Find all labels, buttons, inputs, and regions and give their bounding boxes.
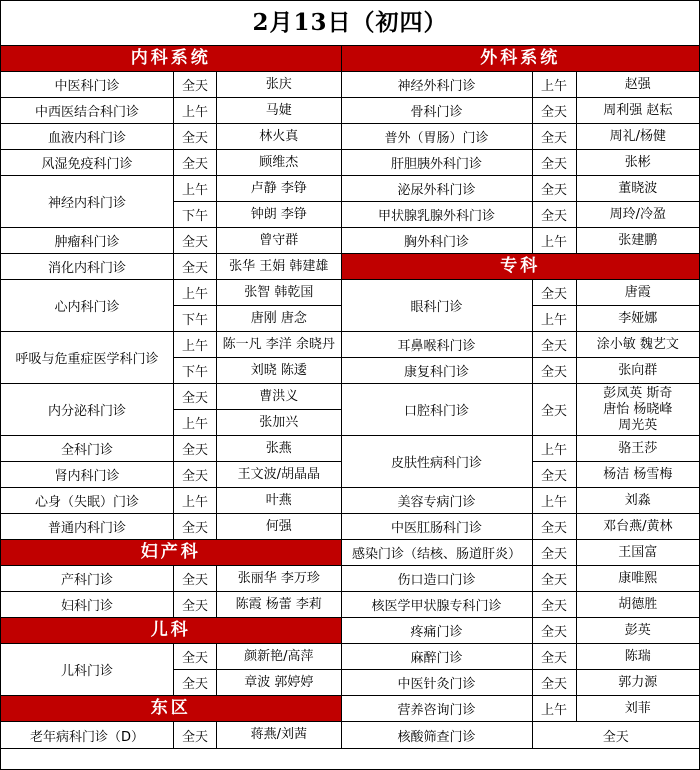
department-name: 伤口造口门诊 bbox=[342, 566, 533, 591]
department-row bbox=[342, 124, 699, 150]
session-row bbox=[533, 280, 699, 305]
session-row bbox=[174, 176, 341, 201]
session-time: 全天 bbox=[174, 592, 217, 617]
session-row bbox=[174, 644, 341, 669]
session-list bbox=[533, 488, 699, 513]
doctor-names: 赵强 bbox=[624, 76, 651, 92]
session-list bbox=[533, 150, 699, 175]
department-row bbox=[1, 436, 341, 462]
session-row bbox=[174, 722, 341, 748]
department-row bbox=[1, 514, 341, 540]
doctor-names: 卢静 李铮 bbox=[250, 180, 307, 196]
department-name: 美容专病门诊 bbox=[342, 488, 533, 513]
session-list bbox=[533, 124, 699, 149]
session-time: 上午 bbox=[174, 176, 217, 201]
session-list bbox=[533, 436, 699, 487]
department-name: 眼科门诊 bbox=[342, 280, 533, 331]
session-row bbox=[533, 670, 699, 695]
doctor-names: 杨洁 杨雪梅 bbox=[603, 466, 673, 482]
session-row bbox=[174, 332, 341, 357]
department-name: 疼痛门诊 bbox=[342, 618, 533, 643]
doctor-names: 唐霞 bbox=[624, 284, 651, 300]
session-row bbox=[174, 280, 341, 305]
left-column bbox=[1, 46, 342, 749]
session-time: 全天 bbox=[174, 228, 217, 253]
doctor-names: 曾守群 bbox=[259, 232, 299, 248]
department-name: 全科门诊 bbox=[1, 436, 174, 461]
doctor-names: 周利强 赵耘 bbox=[603, 102, 673, 118]
session-list bbox=[533, 280, 699, 331]
doctor-names: 邓台燕/黄林 bbox=[603, 518, 673, 534]
doctor-names: 王文波/胡晶晶 bbox=[237, 466, 320, 482]
department-name: 内分泌科门诊 bbox=[1, 384, 174, 435]
department-name: 产科门诊 bbox=[1, 566, 174, 591]
doctor-names: 周玲/冷盈 bbox=[609, 206, 666, 222]
section-header: 东区 bbox=[1, 696, 341, 722]
doctor-names: 骆王莎 bbox=[618, 440, 658, 456]
department-row bbox=[1, 644, 341, 696]
session-row bbox=[533, 176, 699, 201]
session-row bbox=[174, 228, 341, 253]
session-time: 全天 bbox=[174, 384, 217, 409]
session-row bbox=[533, 124, 699, 149]
session-time: 上午 bbox=[174, 488, 217, 513]
session-row bbox=[174, 409, 341, 435]
department-row bbox=[342, 488, 699, 514]
department-row bbox=[342, 202, 699, 228]
session-row bbox=[174, 436, 341, 461]
department-row bbox=[1, 722, 341, 749]
department-row bbox=[1, 332, 341, 384]
session-list bbox=[533, 566, 699, 591]
doctor-names: 张华 王娟 韩建雄 bbox=[229, 258, 329, 274]
session-time: 全天 bbox=[174, 670, 217, 695]
session-row bbox=[174, 488, 341, 513]
department-row bbox=[342, 670, 699, 696]
session-list bbox=[174, 280, 341, 331]
session-list bbox=[533, 644, 699, 669]
department-row bbox=[342, 618, 699, 644]
session-row bbox=[174, 305, 341, 331]
session-row bbox=[533, 592, 699, 617]
session-row bbox=[174, 514, 341, 539]
session-list bbox=[174, 176, 341, 227]
section-header: 儿科 bbox=[1, 618, 341, 644]
doctor-names: 彭英 bbox=[624, 622, 651, 638]
department-name: 中西医结合科门诊 bbox=[1, 98, 174, 123]
section-header: 妇产科 bbox=[1, 540, 341, 566]
department-row bbox=[1, 124, 341, 150]
department-row bbox=[1, 280, 341, 332]
department-row bbox=[1, 592, 341, 618]
doctor-names: 陈一凡 李洋 余晓丹 bbox=[222, 336, 335, 352]
session-list bbox=[533, 696, 699, 721]
doctor-names: 颜新艳/高萍 bbox=[244, 648, 314, 664]
session-row bbox=[533, 150, 699, 175]
session-list bbox=[533, 228, 699, 253]
doctor-names: 何强 bbox=[265, 518, 292, 534]
doctor-names: 张彬 bbox=[624, 154, 651, 170]
department-name: 肾内科门诊 bbox=[1, 462, 174, 487]
doctor-names: 刘晓 陈逶 bbox=[250, 362, 307, 378]
session-list bbox=[533, 618, 699, 643]
doctor-names: 彭凤英 斯奇 唐怡 杨晓峰 周光英 bbox=[603, 385, 673, 433]
department-row bbox=[1, 488, 341, 514]
session-time: 全天 bbox=[533, 566, 577, 591]
department-name: 甲状腺乳腺外科门诊 bbox=[342, 202, 533, 227]
session-row bbox=[533, 305, 699, 331]
department-row bbox=[342, 436, 699, 488]
department-row bbox=[342, 566, 699, 592]
department-row bbox=[342, 384, 699, 436]
session-list bbox=[174, 566, 341, 591]
doctor-names: 顾维杰 bbox=[259, 154, 299, 170]
session-time: 全天 bbox=[533, 592, 577, 617]
session-list bbox=[174, 592, 341, 617]
session-time: 全天 bbox=[174, 644, 217, 669]
schedule-columns bbox=[1, 46, 699, 749]
section-header: 专科 bbox=[342, 254, 699, 280]
doctor-names: 张加兴 bbox=[259, 414, 299, 430]
session-time: 全天 bbox=[174, 462, 217, 487]
department-name: 肿瘤科门诊 bbox=[1, 228, 174, 253]
session-time: 全天 bbox=[533, 358, 577, 383]
session-row bbox=[174, 566, 341, 591]
session-row bbox=[533, 722, 699, 748]
session-row bbox=[174, 98, 341, 123]
department-row bbox=[1, 176, 341, 228]
department-name: 普外（胃肠）门诊 bbox=[342, 124, 533, 149]
session-list bbox=[174, 462, 341, 487]
session-time: 全天 bbox=[533, 670, 577, 695]
session-time: 全天 bbox=[533, 618, 577, 643]
doctor-names: 林火真 bbox=[259, 128, 299, 144]
session-list bbox=[174, 124, 341, 149]
session-row bbox=[533, 644, 699, 669]
session-list bbox=[533, 98, 699, 123]
department-row bbox=[342, 722, 699, 749]
session-time: 全天 bbox=[533, 150, 577, 175]
session-list bbox=[533, 332, 699, 357]
session-time: 下午 bbox=[174, 358, 217, 383]
department-name: 心内科门诊 bbox=[1, 280, 174, 331]
session-time: 上午 bbox=[174, 98, 217, 123]
department-name: 泌尿外科门诊 bbox=[342, 176, 533, 201]
doctor-names: 郭力源 bbox=[618, 674, 658, 690]
department-row bbox=[342, 592, 699, 618]
department-row bbox=[1, 72, 341, 98]
session-time: 全天 bbox=[533, 280, 577, 305]
department-row bbox=[1, 98, 341, 124]
department-row bbox=[1, 566, 341, 592]
doctor-names: 章波 郭婷婷 bbox=[244, 674, 314, 690]
session-row bbox=[533, 98, 699, 123]
session-list bbox=[174, 722, 341, 748]
session-row bbox=[533, 540, 699, 565]
session-list bbox=[533, 514, 699, 539]
session-row bbox=[174, 669, 341, 695]
session-list bbox=[533, 358, 699, 383]
session-row bbox=[533, 566, 699, 591]
session-list bbox=[174, 488, 341, 513]
department-name: 中医科门诊 bbox=[1, 72, 174, 97]
department-row bbox=[1, 462, 341, 488]
doctor-names: 唐刚 唐念 bbox=[250, 310, 307, 326]
department-name: 营养咨询门诊 bbox=[342, 696, 533, 721]
doctor-names: 张智 韩乾国 bbox=[244, 284, 314, 300]
department-row bbox=[342, 644, 699, 670]
session-list bbox=[174, 254, 341, 279]
session-row bbox=[533, 228, 699, 253]
doctor-names: 涂小敏 魏艺文 bbox=[596, 336, 679, 352]
department-name: 儿科门诊 bbox=[1, 644, 174, 695]
session-row bbox=[533, 72, 699, 97]
department-row bbox=[342, 72, 699, 98]
session-time: 上午 bbox=[533, 436, 577, 461]
session-time: 全天 bbox=[533, 176, 577, 201]
department-name: 核医学甲状腺专科门诊 bbox=[342, 592, 533, 617]
session-row bbox=[533, 436, 699, 461]
session-list bbox=[533, 202, 699, 227]
session-list bbox=[174, 644, 341, 695]
session-list bbox=[533, 592, 699, 617]
department-name: 风湿免疫科门诊 bbox=[1, 150, 174, 175]
session-list bbox=[174, 436, 341, 461]
department-name: 感染门诊（结核、肠道肝炎） bbox=[342, 540, 533, 565]
session-time: 全天 bbox=[174, 514, 217, 539]
session-time: 上午 bbox=[174, 410, 217, 435]
session-time: 全天 bbox=[174, 254, 217, 279]
department-name: 血液内科门诊 bbox=[1, 124, 174, 149]
department-row bbox=[342, 150, 699, 176]
department-row bbox=[342, 228, 699, 254]
department-name: 肝胆胰外科门诊 bbox=[342, 150, 533, 175]
department-name: 麻醉门诊 bbox=[342, 644, 533, 669]
session-list bbox=[174, 384, 341, 435]
department-row bbox=[1, 384, 341, 436]
department-name: 胸外科门诊 bbox=[342, 228, 533, 253]
department-name: 骨科门诊 bbox=[342, 98, 533, 123]
session-time: 下午 bbox=[174, 202, 217, 227]
department-row bbox=[342, 540, 699, 566]
doctor-names: 叶燕 bbox=[265, 492, 292, 508]
session-time: 上午 bbox=[174, 332, 217, 357]
department-row bbox=[342, 98, 699, 124]
doctor-names: 刘淼 bbox=[624, 492, 651, 508]
session-list bbox=[533, 72, 699, 97]
session-row bbox=[174, 72, 341, 97]
department-name: 老年病科门诊（D） bbox=[1, 722, 174, 748]
session-list bbox=[533, 722, 699, 748]
session-list bbox=[533, 384, 699, 435]
session-time: 全天 bbox=[533, 332, 577, 357]
doctor-names: 张庆 bbox=[265, 76, 292, 92]
session-list bbox=[533, 176, 699, 201]
session-list bbox=[174, 228, 341, 253]
session-time: 全天 bbox=[602, 729, 629, 745]
session-time: 全天 bbox=[533, 514, 577, 539]
department-name: 心身（失眠）门诊 bbox=[1, 488, 174, 513]
session-row bbox=[533, 202, 699, 227]
session-row bbox=[174, 201, 341, 227]
session-time: 全天 bbox=[174, 722, 217, 748]
session-time: 上午 bbox=[533, 72, 577, 97]
doctor-names: 李娅娜 bbox=[618, 310, 658, 326]
doctor-names: 王国富 bbox=[618, 544, 658, 560]
session-time: 全天 bbox=[174, 72, 217, 97]
doctor-names: 康唯熙 bbox=[618, 570, 658, 586]
session-time: 上午 bbox=[533, 488, 577, 513]
doctor-names: 钟朗 李铮 bbox=[250, 206, 307, 222]
session-row bbox=[533, 332, 699, 357]
department-row bbox=[342, 358, 699, 384]
department-name: 核酸筛查门诊 bbox=[342, 722, 533, 748]
doctor-names: 董晓波 bbox=[618, 180, 658, 196]
session-time: 全天 bbox=[174, 566, 217, 591]
session-row bbox=[533, 488, 699, 513]
session-time: 全天 bbox=[533, 540, 577, 565]
session-row bbox=[174, 384, 341, 409]
department-name: 呼吸与危重症医学科门诊 bbox=[1, 332, 174, 383]
session-list bbox=[533, 670, 699, 695]
department-name: 普通内科门诊 bbox=[1, 514, 174, 539]
session-list bbox=[174, 98, 341, 123]
session-time: 上午 bbox=[533, 306, 577, 331]
department-name: 中医肛肠科门诊 bbox=[342, 514, 533, 539]
session-time: 全天 bbox=[174, 150, 217, 175]
department-name: 康复科门诊 bbox=[342, 358, 533, 383]
department-name: 妇科门诊 bbox=[1, 592, 174, 617]
department-name: 口腔科门诊 bbox=[342, 384, 533, 435]
doctor-names: 张建鹏 bbox=[618, 232, 658, 248]
department-name: 中医针灸门诊 bbox=[342, 670, 533, 695]
session-list bbox=[174, 332, 341, 383]
session-time: 全天 bbox=[533, 384, 577, 435]
session-row bbox=[533, 696, 699, 721]
session-row bbox=[174, 254, 341, 279]
doctor-names: 曹洪义 bbox=[259, 388, 299, 404]
department-row bbox=[1, 150, 341, 176]
session-list bbox=[533, 540, 699, 565]
session-row bbox=[174, 150, 341, 175]
session-row bbox=[533, 618, 699, 643]
session-time: 上午 bbox=[533, 696, 577, 721]
doctor-names: 张燕 bbox=[265, 440, 292, 456]
doctor-names: 陈霞 杨蕾 李莉 bbox=[235, 596, 322, 612]
department-row bbox=[1, 228, 341, 254]
doctor-names: 张向群 bbox=[618, 362, 658, 378]
doctor-names: 刘菲 bbox=[624, 700, 651, 716]
department-name: 消化内科门诊 bbox=[1, 254, 174, 279]
department-name: 神经外科门诊 bbox=[342, 72, 533, 97]
session-row bbox=[174, 462, 341, 487]
doctor-names: 马婕 bbox=[265, 102, 292, 118]
session-row bbox=[533, 514, 699, 539]
session-row bbox=[533, 461, 699, 487]
doctor-names: 张丽华 李万珍 bbox=[237, 570, 320, 586]
right-column bbox=[342, 46, 699, 749]
department-row bbox=[342, 514, 699, 540]
department-row bbox=[342, 696, 699, 722]
doctor-names: 胡德胜 bbox=[618, 596, 658, 612]
session-time: 下午 bbox=[174, 306, 217, 331]
session-time: 全天 bbox=[533, 462, 577, 487]
department-row bbox=[342, 280, 699, 332]
session-time: 全天 bbox=[533, 98, 577, 123]
session-row bbox=[533, 358, 699, 383]
department-name: 皮肤性病科门诊 bbox=[342, 436, 533, 487]
session-time: 上午 bbox=[174, 280, 217, 305]
doctor-names: 陈瑞 bbox=[624, 648, 651, 664]
department-row bbox=[1, 254, 341, 280]
session-time: 全天 bbox=[174, 124, 217, 149]
session-row bbox=[533, 384, 699, 435]
session-time: 上午 bbox=[533, 228, 577, 253]
department-row bbox=[342, 332, 699, 358]
department-name: 耳鼻喉科门诊 bbox=[342, 332, 533, 357]
session-time: 全天 bbox=[174, 436, 217, 461]
session-list bbox=[174, 514, 341, 539]
session-row bbox=[174, 592, 341, 617]
doctor-names: 周礼/杨健 bbox=[609, 128, 666, 144]
session-list bbox=[174, 72, 341, 97]
section-header: 外科系统 bbox=[342, 46, 699, 72]
doctor-names: 蒋燕/刘茜 bbox=[250, 727, 307, 742]
department-row bbox=[342, 176, 699, 202]
section-header: 内科系统 bbox=[1, 46, 341, 72]
session-list bbox=[174, 150, 341, 175]
session-time: 全天 bbox=[533, 202, 577, 227]
department-name: 神经内科门诊 bbox=[1, 176, 174, 227]
session-time: 全天 bbox=[533, 644, 577, 669]
session-row bbox=[174, 357, 341, 383]
session-row bbox=[174, 124, 341, 149]
page-title: 2月13日（初四） bbox=[1, 1, 699, 46]
session-time: 全天 bbox=[533, 124, 577, 149]
